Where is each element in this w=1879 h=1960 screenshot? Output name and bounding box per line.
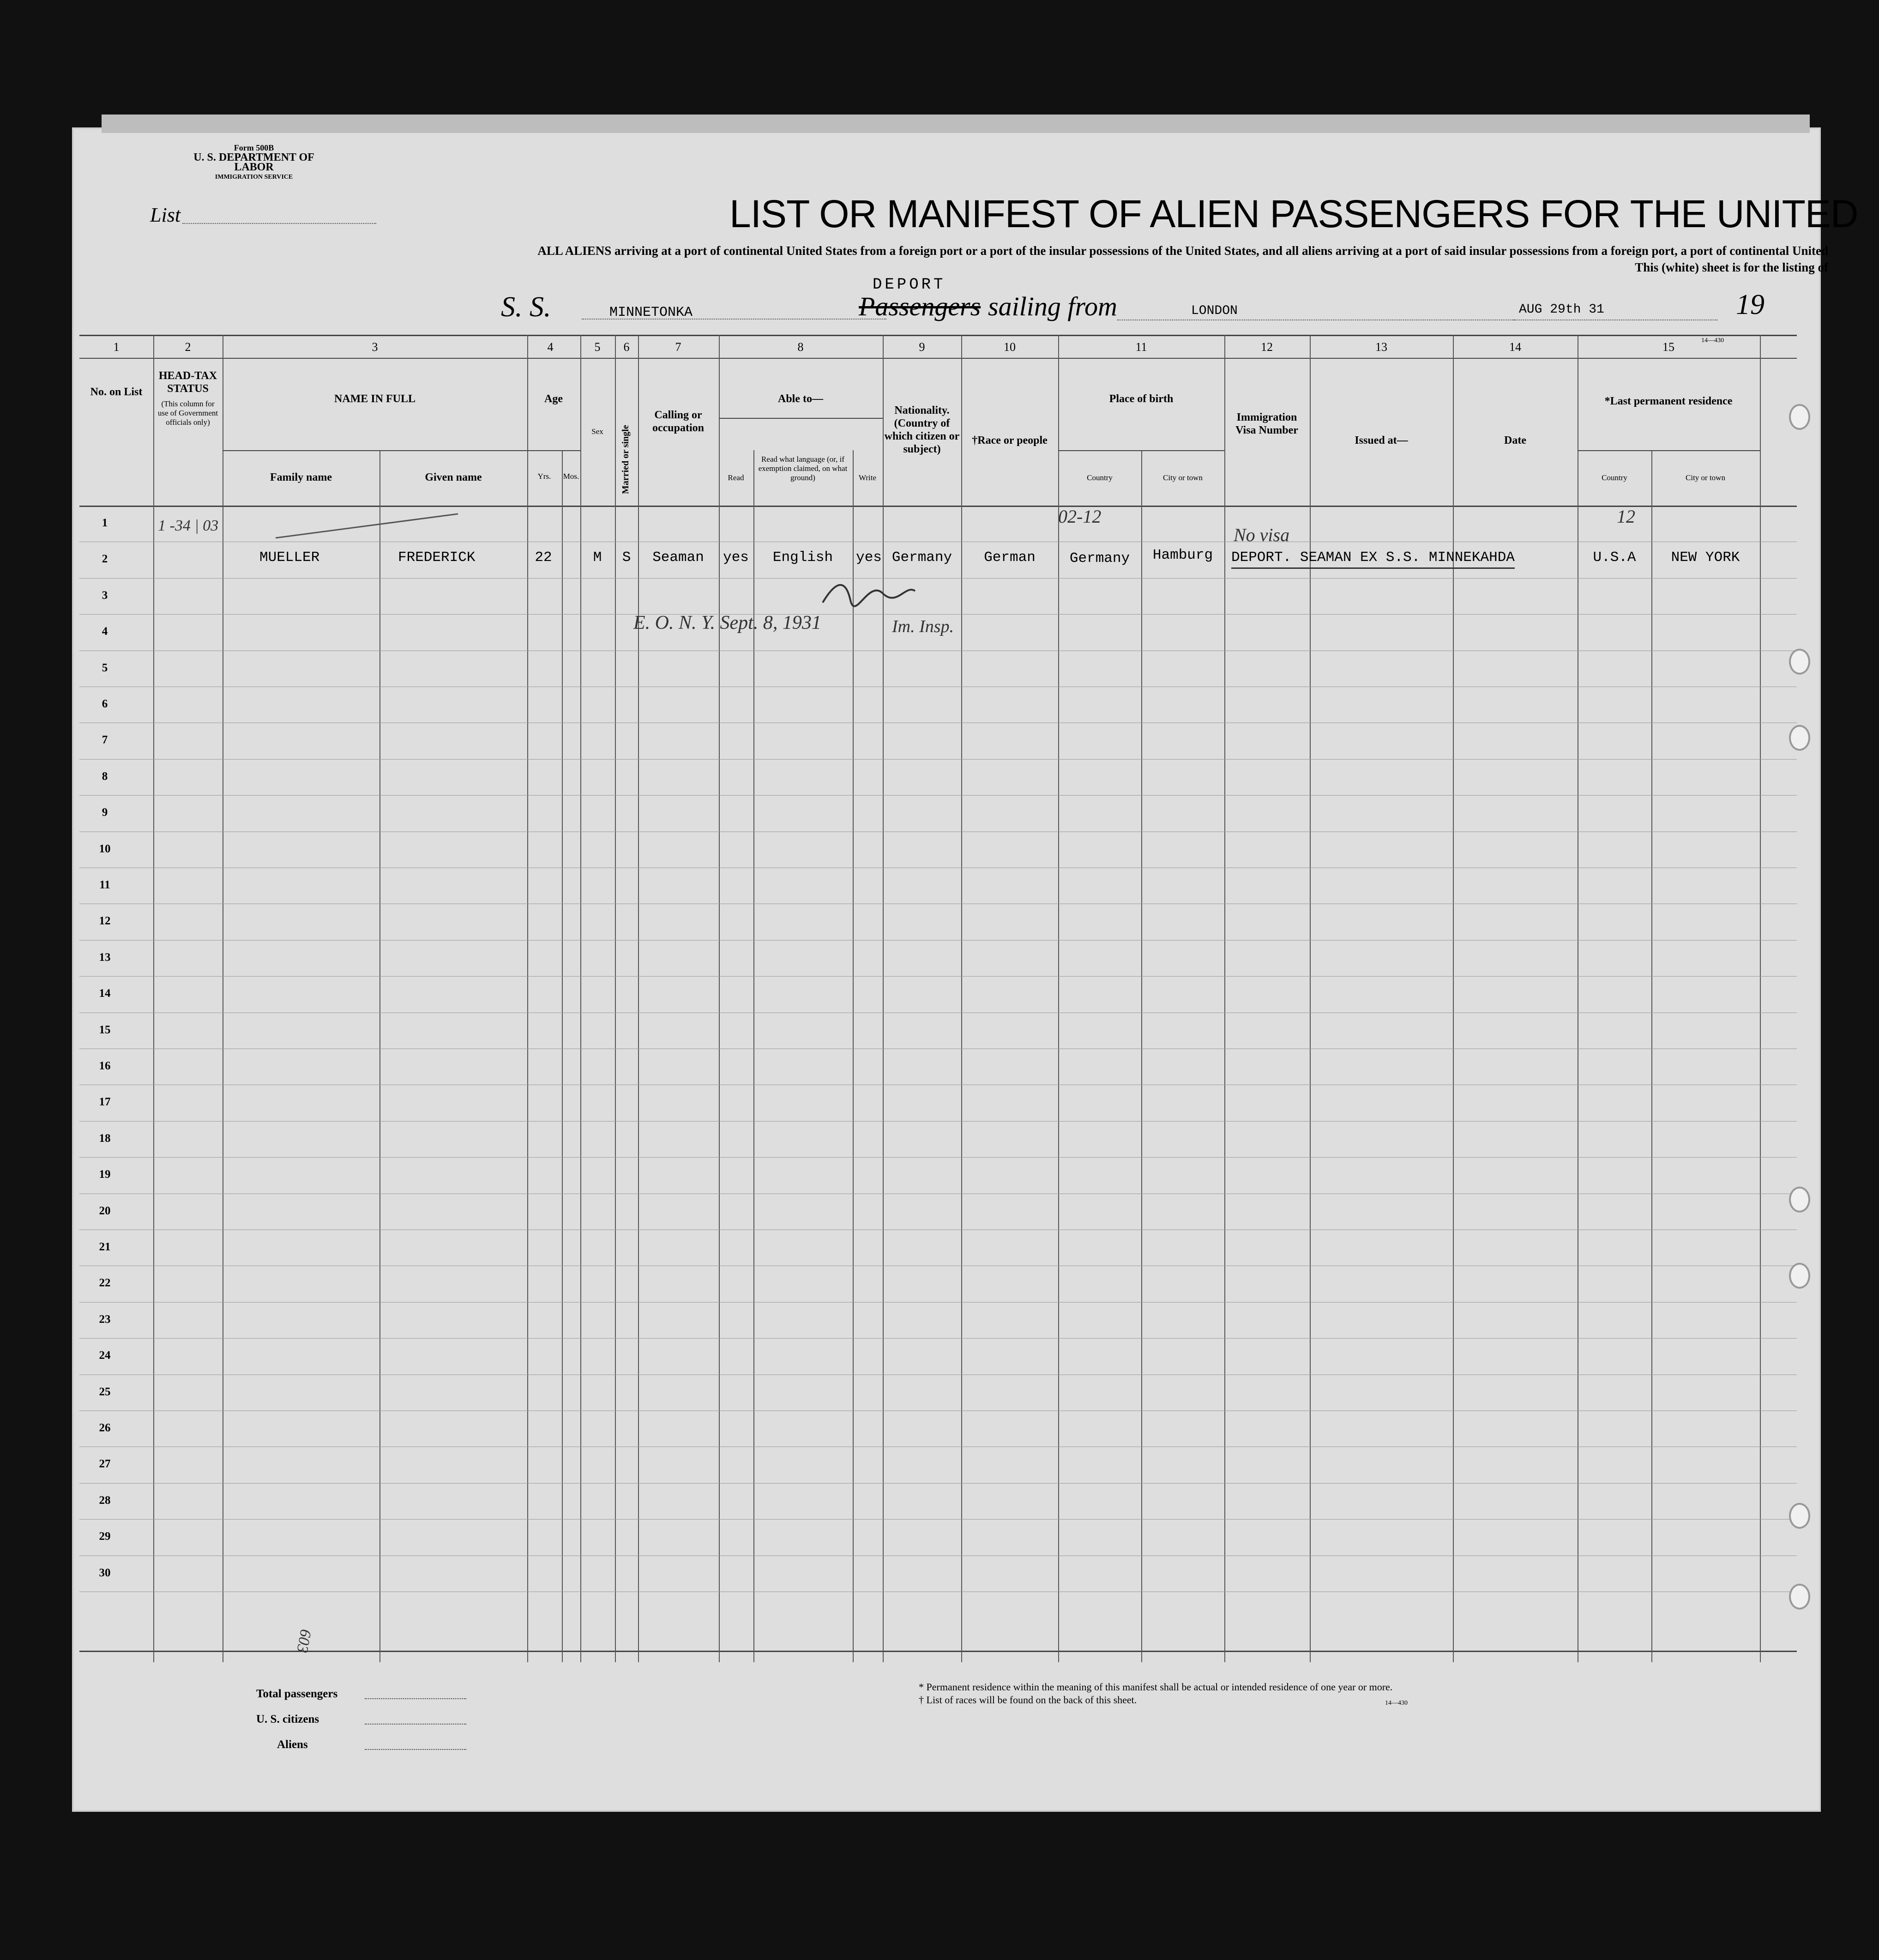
row-number: 2 (102, 553, 108, 566)
able-subrule (719, 418, 883, 419)
hdr-married: Married or single (620, 425, 631, 494)
row-rule (79, 940, 1797, 941)
entry-language: English (772, 549, 833, 566)
departure-port: LONDON (1191, 304, 1238, 318)
hdr-nationality: Nationality. (Country of which citizen or subject) (884, 404, 960, 455)
entry-res-country: U.S.A (1593, 549, 1636, 566)
hdr-visa: Immigration Visa Number (1235, 411, 1298, 436)
col-divider (638, 335, 639, 1662)
colnum-6: 6 (623, 340, 630, 354)
binding-hole (1789, 1503, 1810, 1529)
row-rule (79, 614, 1797, 615)
col-divider (615, 335, 616, 1662)
row-number: 20 (99, 1204, 111, 1217)
list-label: List (150, 204, 181, 226)
binding-hole (1789, 1187, 1810, 1212)
hdr-read-language: Read what language (or, if exemption claimed, on what ground) (758, 455, 848, 482)
row-number: 19 (99, 1168, 111, 1181)
hdr-read: Read (728, 473, 744, 482)
col-divider (1141, 450, 1142, 1662)
footer-citizens-line (365, 1724, 466, 1725)
hdr-no-on-list: No. on List (90, 386, 143, 398)
entry-sex: M (593, 549, 602, 566)
hdr-write: Write (858, 473, 877, 482)
col-divider (1310, 335, 1311, 1662)
colnum-13: 13 (1375, 340, 1387, 354)
header-bottom-rule (79, 506, 1797, 507)
row-rule (79, 976, 1797, 977)
hand-02-12: 02-12 (1058, 506, 1102, 527)
row-number: 10 (99, 842, 111, 855)
hdr-last-residence: *Last permanent residence (1604, 395, 1733, 407)
footer-aliens-label: Aliens (277, 1738, 308, 1751)
hdr-res-city: City or town (1686, 473, 1725, 482)
row-number: 26 (99, 1422, 111, 1434)
instructions (397, 242, 1828, 276)
colnum-2: 2 (185, 340, 191, 354)
manifest-sheet (74, 129, 1858, 1810)
passengers-struck: Passengers (859, 291, 981, 321)
colnum-7: 7 (675, 340, 681, 354)
col-divider (580, 335, 581, 1662)
row-number: 6 (102, 698, 108, 710)
row-rule (79, 578, 1797, 579)
row-number: 11 (99, 879, 110, 891)
entry-family-name: MUELLER (259, 549, 320, 566)
hdr-calling: Calling or occupation (652, 409, 704, 434)
hdr-race: †Race or people (972, 434, 1048, 446)
list-number-line (182, 223, 376, 224)
hand-head-tax-mark: 1 -34 | 03 (158, 517, 219, 534)
row-rule (79, 1302, 1797, 1303)
hdr-place-of-birth: Place of birth (1109, 393, 1174, 405)
row-number: 9 (102, 806, 108, 819)
colnum-8: 8 (797, 340, 804, 354)
row-number: 12 (99, 915, 111, 928)
row-rule (79, 1157, 1797, 1158)
binding-hole (1789, 1584, 1810, 1610)
page-title: LIST OR MANIFEST OF ALIEN PASSENGERS FOR THE UNITED (729, 192, 1858, 235)
footer-total-label: Total passengers (256, 1688, 338, 1700)
colnum-rule (79, 358, 1797, 359)
colnum-14: 14 (1509, 340, 1521, 354)
sailing-date: AUG 29th 31 (1519, 302, 1604, 317)
col-divider (527, 335, 528, 1662)
row-number: 24 (99, 1349, 111, 1362)
col-divider (1651, 450, 1652, 1662)
table-top-rule (79, 335, 1797, 336)
footer-aliens-line (365, 1749, 466, 1750)
col-divider (562, 450, 563, 1662)
entry-occupation: Seaman (652, 549, 704, 566)
col-divider (961, 335, 962, 1662)
entry-age: 22 (535, 549, 552, 566)
hdr-mos: Mos. (563, 472, 579, 481)
row-number: 8 (102, 770, 108, 783)
hdr-date: Date (1504, 434, 1526, 446)
hdr-able-to: Able to— (778, 393, 823, 405)
row-number: 21 (99, 1241, 111, 1253)
name-subrule (223, 450, 527, 451)
hdr-birth-country: Country (1087, 473, 1113, 482)
col-divider (853, 450, 854, 1662)
row-number: 23 (99, 1313, 111, 1326)
row-number: 25 (99, 1385, 111, 1398)
colnum-4: 4 (547, 340, 554, 354)
age-subrule (527, 450, 580, 451)
manifest-table (79, 335, 1797, 1662)
row-number: 22 (99, 1277, 111, 1290)
col-divider (379, 450, 380, 1662)
col-divider (1224, 335, 1225, 1662)
binding-hole (1789, 649, 1810, 675)
hdr-given-name: Given name (425, 471, 482, 483)
row-number: 29 (99, 1530, 111, 1543)
hdr-age: Age (544, 393, 563, 405)
colnum-3: 3 (372, 340, 378, 354)
instructions-line1: ALL ALIENS arriving at a port of continental United States from a foreign port or a port of the insular possessions of the United States, and all aliens arriving at a port of said insular possessions from a foreign port, a port of continental United (537, 244, 1828, 258)
binding-hole (1789, 404, 1810, 430)
row-rule (79, 759, 1797, 760)
row-number: 30 (99, 1566, 111, 1579)
entry-birth-country: Germany (1069, 550, 1130, 567)
row-rule (79, 1338, 1797, 1339)
entry-given-name: FREDERICK (398, 549, 476, 566)
hand-inspector: Im. Insp. (892, 617, 954, 636)
deport-stamp: DEPORT (873, 276, 946, 294)
hdr-head-tax-note: (This column for use of Government officials only) (157, 399, 218, 427)
hdr-head-tax: HEAD-TAX STATUS (158, 370, 217, 395)
row-number: 13 (99, 951, 111, 964)
hdr-family-name: Family name (270, 471, 332, 483)
row-number: 16 (99, 1060, 111, 1072)
footer-note-2: † List of races will be found on the back of this sheet. (919, 1694, 1137, 1706)
service-name: IMMIGRATION SERVICE (215, 174, 293, 181)
entry-nationality: Germany (891, 549, 952, 566)
binding-hole (1789, 725, 1810, 751)
col-divider (1058, 335, 1059, 1662)
row-number: 27 (99, 1458, 111, 1471)
hdr-birth-city: City or town (1163, 473, 1203, 482)
residence-subrule (1578, 450, 1760, 451)
sailing-from-label: sailing from (988, 291, 1117, 321)
ship-name-line (582, 319, 886, 320)
col-divider (1760, 335, 1761, 1662)
form-number: Form 500B (234, 143, 274, 152)
colnum-1: 1 (113, 340, 120, 354)
entry-res-city: NEW YORK (1671, 549, 1740, 566)
ship-name: MINNETONKA (609, 305, 693, 320)
colnum-15: 15 (1662, 340, 1674, 354)
year-label: 19 (1736, 289, 1765, 320)
row-rule (79, 1121, 1797, 1122)
colnum-10: 10 (1004, 340, 1016, 354)
hdr-sex: Sex (591, 427, 603, 436)
instructions-line2: This (white) sheet is for the listing of (1635, 260, 1828, 274)
row-number: 3 (102, 589, 108, 602)
row-rule (79, 1519, 1797, 1520)
footer-citizens-label: U. S. citizens (256, 1713, 319, 1725)
hdr-res-country: Country (1602, 473, 1627, 482)
entry-deport-note: DEPORT. SEAMAN EX S.S. MINNEKAHDA (1231, 549, 1515, 569)
row-number: 28 (99, 1494, 111, 1507)
hand-signature-line: E. O. N. Y. Sept. 8, 1931 (633, 612, 821, 633)
footer-total-line (365, 1698, 466, 1699)
form-header (185, 143, 323, 182)
colnum-5: 5 (594, 340, 601, 354)
binding-hole (1789, 1263, 1810, 1289)
col-divider (719, 335, 720, 1662)
footer-form-code: 14—430 (1385, 1700, 1408, 1707)
row-rule (79, 795, 1797, 796)
underlying-sheet-edge (102, 115, 1810, 133)
hdr-name-in-full: NAME IN FULL (334, 393, 416, 405)
entry-read: yes (723, 549, 749, 566)
row-rule (79, 1483, 1797, 1484)
hand-no-visa: No visa (1234, 525, 1290, 545)
hdr-issued-at: Issued at— (1355, 434, 1408, 446)
col-divider (153, 335, 154, 1662)
entry-race: German (984, 549, 1036, 566)
entry-marital: S (622, 549, 631, 566)
row-number: 7 (102, 734, 108, 747)
birth-subrule (1058, 450, 1224, 451)
row-number: 15 (99, 1023, 111, 1036)
row-number: 18 (99, 1132, 111, 1145)
row-number: 17 (99, 1096, 111, 1109)
table-bottom-rule (79, 1651, 1797, 1652)
row-number: 5 (102, 661, 108, 674)
entry-write: yes (856, 549, 882, 566)
hand-margin-number: 603 (293, 1628, 314, 1654)
strike-mark (273, 510, 467, 543)
hand-residence-12: 12 (1617, 506, 1635, 527)
department-name: U. S. DEPARTMENT OF LABOR (193, 151, 314, 173)
row-number: 1 (102, 517, 108, 529)
entry-birth-city: Hamburg (1152, 547, 1213, 563)
ss-label: S. S. (501, 291, 551, 323)
hdr-yrs: Yrs. (537, 472, 551, 481)
row-number: 14 (99, 987, 111, 1000)
colnum-12: 12 (1261, 340, 1273, 354)
form-code-top: 14—430 (1701, 337, 1724, 344)
col-divider (1453, 335, 1454, 1662)
footer-note-1: * Permanent residence within the meaning of this manifest shall be actual or intended residence of one year or more. (919, 1681, 1393, 1693)
inspector-signature (818, 575, 920, 612)
colnum-11: 11 (1135, 340, 1147, 354)
row-number: 4 (102, 625, 108, 638)
col-divider (883, 335, 884, 1662)
colnum-9: 9 (919, 340, 925, 354)
